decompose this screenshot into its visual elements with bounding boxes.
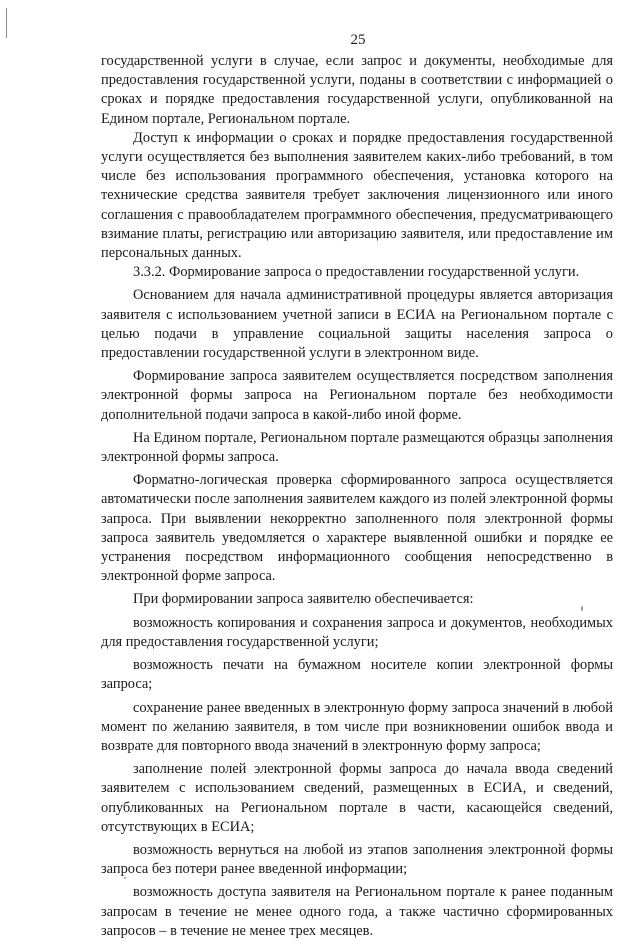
- paragraph: На Едином портале, Региональном портале размещаются образцы заполнения электронной формы запроса.: [101, 429, 613, 466]
- section-heading: 3.3.2. Формирование запроса о предоставлении государственной услуги.: [133, 264, 580, 281]
- paragraph: государственной услуги в случае, если запрос и документы, необходимые для предоставления государственной услуги, поданы в соответствии с информацией о сроках и порядке предоставления государственной услуги, опубликованной на Едином портале, Региональном портале.: [101, 53, 613, 127]
- list-item: возможность копирования и сохранения запроса и документов, необходимых для предоставления государственной услуги;: [101, 614, 613, 650]
- scan-speck: [581, 606, 583, 611]
- paragraph: Основанием для начала административной процедуры является авторизация заявителя с использованием учетной записи в ЕСИА на Региональном портале с целью подачи в управление социальной защиты населения запроса о предоставлении государственной услуги в электронном виде.: [101, 287, 613, 362]
- list-item: возможность печати на бумажном носителе копии электронной формы запроса;: [101, 657, 613, 693]
- list-intro: При формировании запроса заявителю обеспечивается:: [133, 591, 474, 608]
- paragraph: Формирование запроса заявителем осуществляется посредством заполнения электронной формы запроса на Региональном портале без необходимости дополнительной подачи запроса в какой-либо иной форме.: [101, 368, 613, 423]
- scan-speck: [124, 877, 126, 879]
- page-number: 25: [350, 32, 366, 48]
- list-item: возможность доступа заявителя на Региональном портале к ранее поданным запросам в течение не менее одного года, а также частично сформированных запросов – в течение не менее трех месяцев.: [101, 884, 613, 939]
- document-body: [101, 52, 613, 941]
- list-item: сохранение ранее введенных в электронную форму запроса значений в любой момент по желанию заявителя, в том числе при возникновении ошибок ввода и возврате для повторного ввода значений в электронную форму запроса;: [101, 699, 613, 754]
- paragraph: Доступ к информации о сроках и порядке предоставления государственной услуги осуществляется без выполнения заявителем каких-либо требований, в том числе без использования программного обеспечения, установка которого на технические средства заявителя требует заключения лицензионного или иного соглашения с правообладателем программного обеспечения, предусматривающего взимание платы, регистрацию или авторизацию заявителя, или предоставление им персональных данных.: [101, 129, 613, 262]
- paragraph: Форматно-логическая проверка сформированного запроса осуществляется автоматически после заполнения заявителем каждого из полей электронной формы запроса. При выявлении некорректно заполненного поля электронной формы запроса заявитель уведомляется о характере выявленной ошибки и порядке ее устранения посредством информационного сообщения непосредственно в электронной форме запроса.: [101, 472, 613, 585]
- list-item: заполнение полей электронной формы запроса до начала ввода сведений заявителем с использованием сведений, размещенных в ЕСИА, и сведений, опубликованных на Региональном портале в части, касающейся сведений, отсутствующих в ЕСИА;: [101, 761, 613, 835]
- list-item: возможность вернуться на любой из этапов заполнения электронной формы запроса без потери ранее введенной информации;: [101, 841, 613, 878]
